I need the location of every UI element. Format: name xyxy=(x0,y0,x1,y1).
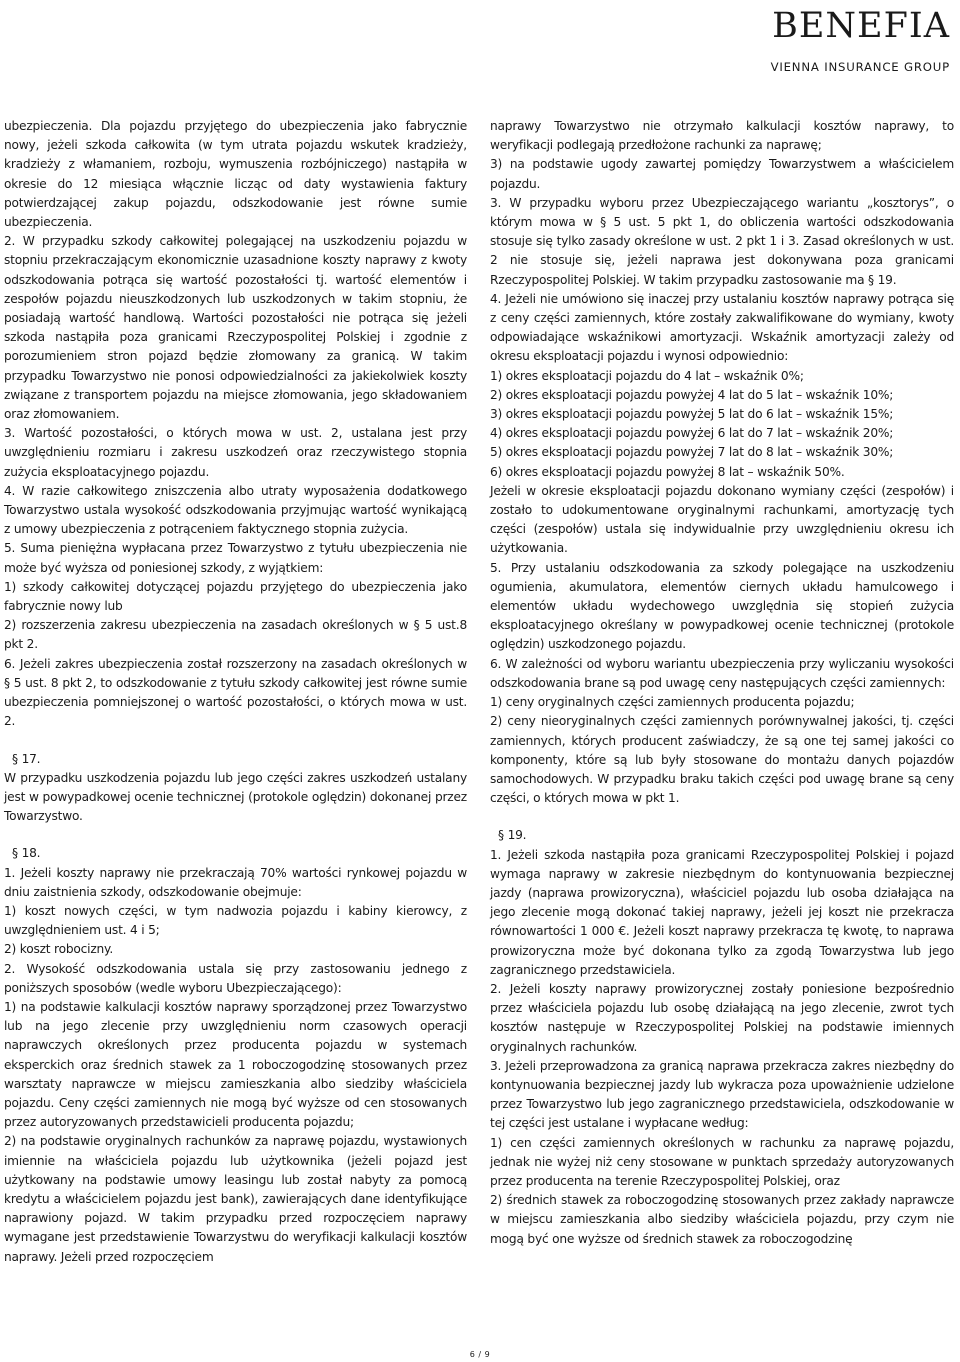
paragraph: 2) średnich stawek za roboczogodzinę stosowanych przez zakłady naprawcze w miejscu zamieszkania albo siedziby właściciela pojazdu, przy czym nie mogą być one wyższe od średnich stawek za roboczogodzinę xyxy=(490,1193,954,1246)
logo-subtitle: VIENNA INSURANCE GROUP xyxy=(770,60,950,74)
paragraph: 2) koszt robocizny. xyxy=(4,942,114,957)
paragraph: 6. Jeżeli zakres ubezpieczenia został rozszerzony na zasadach określonych w § 5 ust. 8 pkt 2, to odszkodowanie z tytułu szkody całkowitej jest równe sumie ubezpieczenia pomniejszonej o wartość pozostałości, o których mowa w ust. 2. xyxy=(4,656,467,729)
paragraph: 2. W przypadku szkody całkowitej polegającej na uszkodzeniu pojazdu w stopniu przekraczającym ekonomicznie uzasadnione koszty naprawy z kwoty odszkodowania potrąca się wartość pozostałości tj. wartość elementów i zespołów pojazdu nieuszkodzonych lub uszkodzonych w takim stopniu, że posiadają wartość handlową. Wartości pozostałości nie potrąca się jeżeli szkoda nastąpiła poza granicami Rzeczypospolitej Polskiej i zgodnie z porozumieniem stron pojazd będzie złomowany za granicą. W takim przypadku Towarzystwo nie ponosi odpowiedzialności za jakiekolwiek koszty związane z transportem pojazdu na miejsce złomowania, jego składowaniem oraz złomowaniem. xyxy=(4,234,467,422)
logo-wordmark: BENEFIA xyxy=(772,6,950,46)
paragraph: 4. W razie całkowitego zniszczenia albo utraty wyposażenia dodatkowego Towarzystwo ustala wysokość odszkodowania przyjmując wartość wynikającą z umowy ubezpieczenia z potrąceniem faktycznego stopnia zużycia. xyxy=(4,483,467,537)
paragraph: ubezpieczenia. Dla pojazdu przyjętego do ubezpieczenia jako fabrycznie nowy, jeżeli szkoda całkowita (w tym utrata pojazdu wskutek kradzieży, kradzieży z włamaniem, rozboju, wymuszenia rozbójniczego) nastąpiła w okresie do 12 miesiąca włącznie licząc od daty wystawienia faktury potwierdzającej zakup pojazdu, odszkodowanie jest równe sumie ubezpieczenia. xyxy=(4,119,467,230)
right-column xyxy=(490,117,954,1249)
list-item: 1) okres eksploatacji pojazdu do 4 lat – wskaźnik 0%; xyxy=(490,368,804,383)
paragraph: Jeżeli w okresie eksploatacji pojazdu dokonano wymiany części (zespołów) i zostało to udokumentowane oryginalnymi rachunkami, amortyzację tych części (zespołów) ustala się indywidualnie przy uwzględnieniu okresu ich użytkowania. xyxy=(490,483,954,556)
list-item: 5) okres eksploatacji pojazdu powyżej 7 lat do 8 lat – wskaźnik 30%; xyxy=(490,445,894,460)
section-heading: § 19. xyxy=(498,828,527,843)
paragraph: 1) cen części zamiennych określonych w rachunku za naprawę pojazdu, jednak nie wyżej niż ceny stosowane w punktach sprzedaży autoryzowanych przez producenta na terenie Rzeczypospolitej Polskiej, oraz xyxy=(490,1135,954,1188)
paragraph: 1) koszt nowych części, w tym nadwozia pojazdu i kabiny kierowcy, z uwzględnieniem ust. 4 i 5; xyxy=(4,903,467,938)
section-heading: § 17. xyxy=(12,751,41,766)
paragraph: 2. Wysokość odszkodowania ustala się przy zastosowaniu jednego z poniższych sposobów (wedle wyboru Ubezpieczającego): xyxy=(4,961,467,995)
paragraph: 1) na podstawie kalkulacji kosztów naprawy sporządzonej przez Towarzystwo lub na jego zlecenie przy uwzględnieniu norm czasowych operacji naprawczych określonych przez producenta pojazdu w systemach eksperckich oraz średnich stawek za 1 roboczogodzinę stosowanych przez warsztaty naprawcze w miejscu zamieszkania albo siedziby właściciela pojazdu. Ceny części zamiennych nie mogą być wyższe od cen stosowanych przez autoryzowanych przedstawicieli producenta pojazdu; xyxy=(4,999,467,1130)
section-heading: § 18. xyxy=(12,846,41,861)
paragraph: W przypadku uszkodzenia pojazdu lub jego części zakres uszkodzeń ustalany jest w powypadkowej ocenie technicznej (protokole oględzin) dokonanej przez Towarzystwo. xyxy=(4,770,467,824)
left-column xyxy=(4,117,467,1267)
list-item: 4) okres eksploatacji pojazdu powyżej 6 lat do 7 lat – wskaźnik 20%; xyxy=(490,426,894,441)
paragraph: naprawy Towarzystwo nie otrzymało kalkulacji kosztów naprawy, to weryfikacji podlegają przedłożone rachunki za naprawę; xyxy=(490,119,954,153)
paragraph: 2) rozszerzenia zakresu ubezpieczenia na zasadach określonych w § 5 ust.8 pkt 2. xyxy=(4,618,467,652)
paragraph: 2) na podstawie oryginalnych rachunków za naprawę pojazdu, wystawionych imiennie na właściciela pojazdu lub użytkownika (jeżeli pojazd jest użytkowany na podstawie umowy leasingu lub został nabyty za pomocą kredytu a właścicielem pojazdu jest bank), zawierających dane identyfikujące naprawiony pojazd. W takim przypadku przed rozpoczęciem naprawy wymagane jest przedstawienie Towarzystwu do weryfikacji kalkulacji kosztów naprawy. Jeżeli przed rozpoczęciem xyxy=(4,1134,467,1264)
paragraph: 1) ceny oryginalnych części zamiennych producenta pojazdu; xyxy=(490,695,855,710)
paragraph: 1. Jeżeli szkoda nastąpiła poza granicami Rzeczypospolitej Polskiej i pojazd wymaga naprawy w zakresie niezbędnym do kontynuowania bezpiecznej jazdy (naprawa prowizoryczna), właściciel pojazdu lub osoba działająca na jego zlecenie mogą dokonać takiej naprawy, jeżeli jej koszt nie przekracza równowartości 1 000 €. Jeżeli koszt naprawy przekracza tę kwotę, to naprawa prowizoryczna może być dokonana tylko za zgodą Towarzystwa lub jego zagranicznego przedstawiciela. xyxy=(490,847,954,977)
paragraph: 2) ceny nieoryginalnych części zamiennych porównywalnej jakości, tj. części zamiennych, których producent zaświadczy, że są one tej samej jakości co komponenty, które są lub były stosowane do montażu danych pojazdów samochodowych. W przypadku braku takich części pod uwagę brane są ceny części, o których mowa w pkt 1. xyxy=(490,714,954,806)
paragraph: 1) szkody całkowitej dotyczącej pojazdu przyjętego do ubezpieczenia jako fabrycznie nowy lub xyxy=(4,579,467,614)
paragraph: 6. W zależności od wyboru wariantu ubezpieczenia przy wyliczaniu wysokości odszkodowania brane są pod uwagę ceny następujących części zamiennych: xyxy=(490,656,954,690)
paragraph: 1. Jeżeli koszty naprawy nie przekraczają 70% wartości rynkowej pojazdu w dniu zaistnienia szkody, odszkodowanie obejmuje: xyxy=(4,865,467,899)
paragraph: 3) na podstawie ugody zawartej pomiędzy Towarzystwem a właścicielem pojazdu. xyxy=(490,157,954,191)
page-number: 6 / 9 xyxy=(469,1350,491,1359)
benefia-logo xyxy=(720,6,950,74)
paragraph: 2. Jeżeli koszty naprawy prowizorycznej zostały poniesione bezpośrednio przez właściciela pojazdu lub osobę działającą na jego zlecenie, zwrot tych kosztów następuje w Rzeczypospolitej Polskiej na podstawie imiennych oryginalnych rachunków. xyxy=(490,981,954,1054)
list-item: 3) okres eksploatacji pojazdu powyżej 5 lat do 6 lat – wskaźnik 15%; xyxy=(490,407,894,422)
paragraph: 3. W przypadku wyboru przez Ubezpieczającego wariantu „kosztorys”, o którym mowa w § 5 ust. 5 pkt 1, do obliczenia wartości odszkodowania stosuje się tylko zasady określone w ust. 2 pkt 1 i 3. Zasad określonych w ust. 2 nie stosuje się, jeżeli naprawa jest dokonywana poza granicami Rzeczypospolitej Polskiej. W takim przypadku zastosowanie ma § 19. xyxy=(490,195,954,287)
paragraph: 3. Wartość pozostałości, o których mowa w ust. 2, ustalana jest przy uwzględnieniu rozmiaru i zakresu uszkodzeń oraz rzeczywistego stopnia zużycia eksploatacyjnego pojazdu. xyxy=(4,426,467,479)
paragraph: 3. Jeżeli przeprowadzona za granicą naprawa przekracza zakres niezbędny do kontynuowania bezpiecznej jazdy lub wykracza poza upoważnienie udzielone przez Towarzystwo lub jego zagranicznego przedstawiciela, odszkodowanie w tej części jest ustalane i wypłacane według: xyxy=(490,1058,954,1131)
paragraph: 5. Przy ustalaniu odszkodowania za szkody polegające na uszkodzeniu ogumienia, akumulatora, elementów ciernych układu hamulcowego i elementów układu wydechowego uwzględnia się stopień zużycia eksploatacyjnego określany w powypadkowej ocenie technicznej (protokole oględzin) uszkodzonego pojazdu. xyxy=(490,560,954,652)
paragraph: 4. Jeżeli nie umówiono się inaczej przy ustalaniu kosztów naprawy potrąca się z ceny części zamiennych, które zostały zakwalifikowane do wymiany, kwoty odpowiadające wskaźnikowi amortyzacji. Wskaźnik amortyzacji zależy od okresu eksploatacji pojazdu i wynosi odpowiednio: xyxy=(490,291,954,364)
list-item: 2) okres eksploatacji pojazdu powyżej 4 lat do 5 lat – wskaźnik 10%; xyxy=(490,387,894,402)
paragraph: 5. Suma pieniężna wypłacana przez Towarzystwo z tytułu ubezpieczenia nie może być wyższa od poniesionej szkody, z wyjątkiem: xyxy=(4,541,467,575)
list-item: 6) okres eksploatacji pojazdu powyżej 8 lat – wskaźnik 50%. xyxy=(490,464,845,479)
